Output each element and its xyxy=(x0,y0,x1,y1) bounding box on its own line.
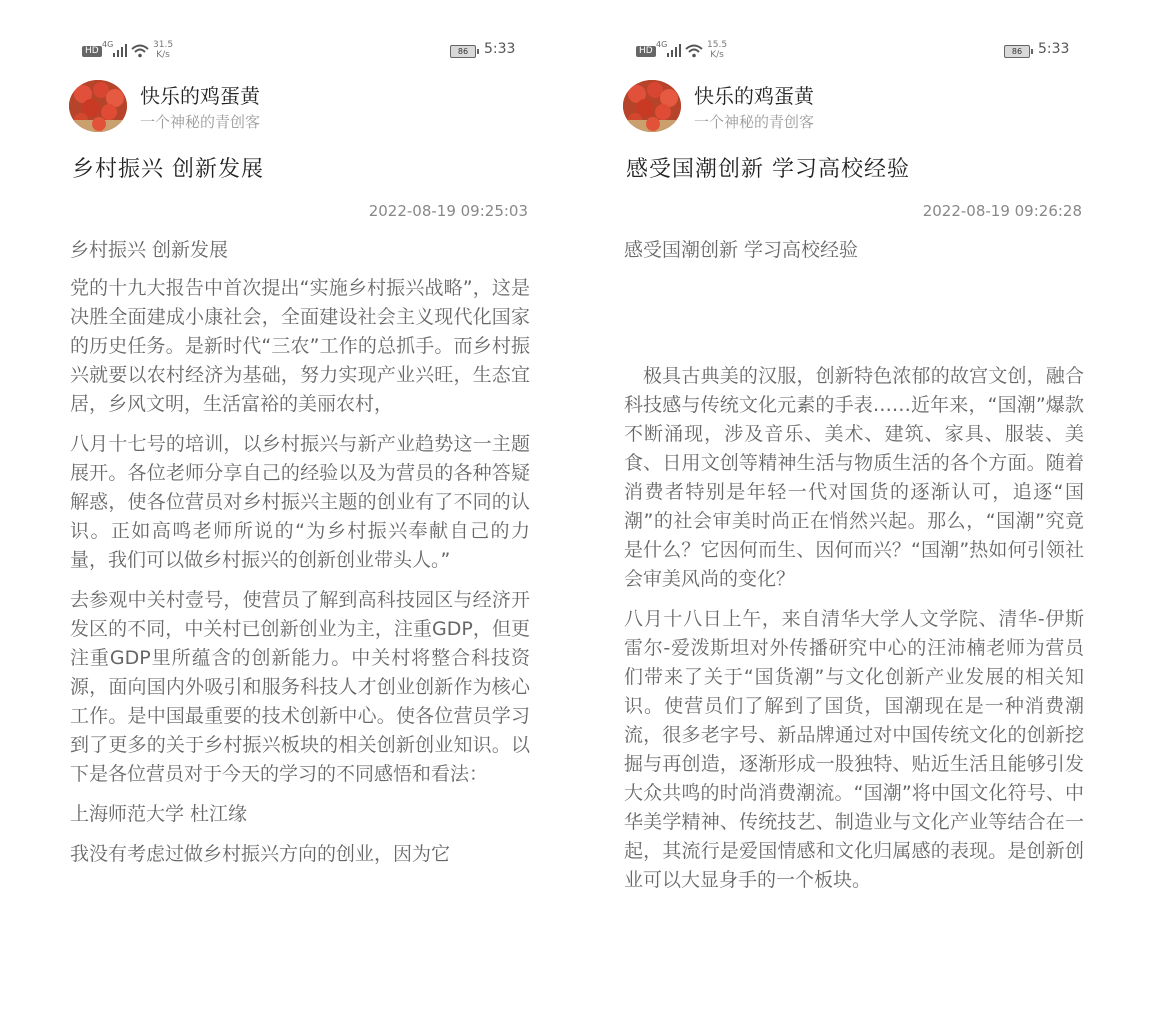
battery-icon: 86 xyxy=(1004,45,1030,58)
network-type: 4G xyxy=(656,40,668,49)
network-speed-unit: K/s xyxy=(710,50,724,60)
article-paragraph: 八月十八日上午，来自清华大学人文学院、清华-伊斯雷尔-爱泼斯坦对外传播研究中心的汪沛楠老师为营员们带来了关于“国货潮”与文化创新产业发展的相关知识。使营员们了解到了国货，国潮现在是一种消费潮流，很多老字号、新品牌通过对中国传统文化的创新挖掘与再创造，逐渐形成一股独特、贴近生活且能够引发大众共鸣的时尚消费潮流。“国潮”将中国文化符号、中华美学精神、传统技艺、制造业与文化产业等结合在一起，其流行是爱国情感和文化归属感的表现。是创新创业可以大显身手的一个板块。 xyxy=(624,608,1084,891)
signal-icon xyxy=(666,42,682,58)
network-speed xyxy=(707,40,727,60)
article-subtitle: 感受国潮创新 学习高校经验 xyxy=(624,239,859,261)
article-paragraph: 我没有考虑过做乡村振兴方向的创业，因为它 xyxy=(70,843,451,865)
article-title: 感受国潮创新 学习高校经验 xyxy=(626,157,910,182)
author-bio: 一个神秘的青创客 xyxy=(694,113,815,131)
network-speed xyxy=(153,40,173,60)
article-paragraph-author: 上海师范大学 杜江缘 xyxy=(70,803,248,825)
network-speed-value: 15.5 xyxy=(707,40,728,50)
wifi-icon xyxy=(131,44,149,61)
article-date: 2022-08-19 09:25:03 xyxy=(368,202,528,220)
avatar-image xyxy=(69,80,127,132)
left-phone-screen xyxy=(60,0,530,1017)
article-title: 乡村振兴 创新发展 xyxy=(72,157,264,182)
author-name[interactable]: 快乐的鸡蛋黄 xyxy=(140,84,260,108)
signal-icon xyxy=(112,42,128,58)
avatar[interactable] xyxy=(623,80,681,132)
network-speed-unit: K/s xyxy=(156,50,170,60)
status-bar xyxy=(614,38,1084,64)
right-phone-screen xyxy=(614,0,1084,1017)
article-body[interactable] xyxy=(624,236,1084,982)
blank-space xyxy=(624,274,1084,362)
article-paragraph: 去参观中关村壹号，使营员了解到高科技园区与经济开发区的不同，中关村已创新创业为主，注重GDP，但更注重GDP里所蕴含的创新能力。中关村将整合科技资源，面向国内外吸引和服务科技人才创业创新作为核心工作。是中国最重要的技术创新中心。使各位营员学习到了更多的关于乡村振兴板块的相关创新创业知识。以下是各位营员对于今天的学习的不同感悟和看法： xyxy=(70,589,530,785)
author-bio: 一个神秘的青创客 xyxy=(140,113,261,131)
article-paragraph: 极具古典美的汉服，创新特色浓郁的故宫文创，融合科技感与传统文化元素的手表……近年来，“国潮”爆款不断涌现，涉及音乐、美术、建筑、家具、服装、美食、日用文创等精神生活与物质生活的各个方面。随着消费者特别是年轻一代对国货的逐渐认可，追逐“国潮”的社会审美时尚正在悄然兴起。那么，“国潮”究竟是什么？它因何而生、因何而兴？“国潮”热如何引领社会审美风尚的变化？ xyxy=(624,365,1084,590)
status-time: 5:33 xyxy=(484,41,516,57)
author-name[interactable]: 快乐的鸡蛋黄 xyxy=(694,84,814,108)
avatar[interactable] xyxy=(69,80,127,132)
article-date: 2022-08-19 09:26:28 xyxy=(922,202,1082,220)
status-time: 5:33 xyxy=(1038,41,1070,57)
article-subtitle: 乡村振兴 创新发展 xyxy=(70,239,229,261)
battery-icon: 86 xyxy=(450,45,476,58)
hd-badge: HD xyxy=(636,46,656,57)
network-speed-value: 31.5 xyxy=(153,40,174,50)
network-type: 4G xyxy=(102,40,114,49)
avatar-image xyxy=(623,80,681,132)
hd-badge: HD xyxy=(82,46,102,57)
article-paragraph: 八月十七号的培训，以乡村振兴与新产业趋势这一主题展开。各位老师分享自己的经验以及为营员的各种答疑解惑，使各位营员对乡村振兴主题的创业有了不同的认识。正如高鸣老师所说的“为乡村振兴奉献自己的力量，我们可以做乡村振兴的创新创业带头人。” xyxy=(70,433,530,571)
status-bar xyxy=(60,38,530,64)
wifi-icon xyxy=(685,44,703,61)
article-paragraph: 党的十九大报告中首次提出“实施乡村振兴战略”，这是决胜全面建成小康社会，全面建设社会主义现代化国家的历史任务。是新时代“三农”工作的总抓手。而乡村振兴就要以农村经济为基础，努力实现产业兴旺，生态宜居，乡风文明，生活富裕的美丽农村， xyxy=(70,277,530,415)
article-body[interactable] xyxy=(70,236,530,982)
